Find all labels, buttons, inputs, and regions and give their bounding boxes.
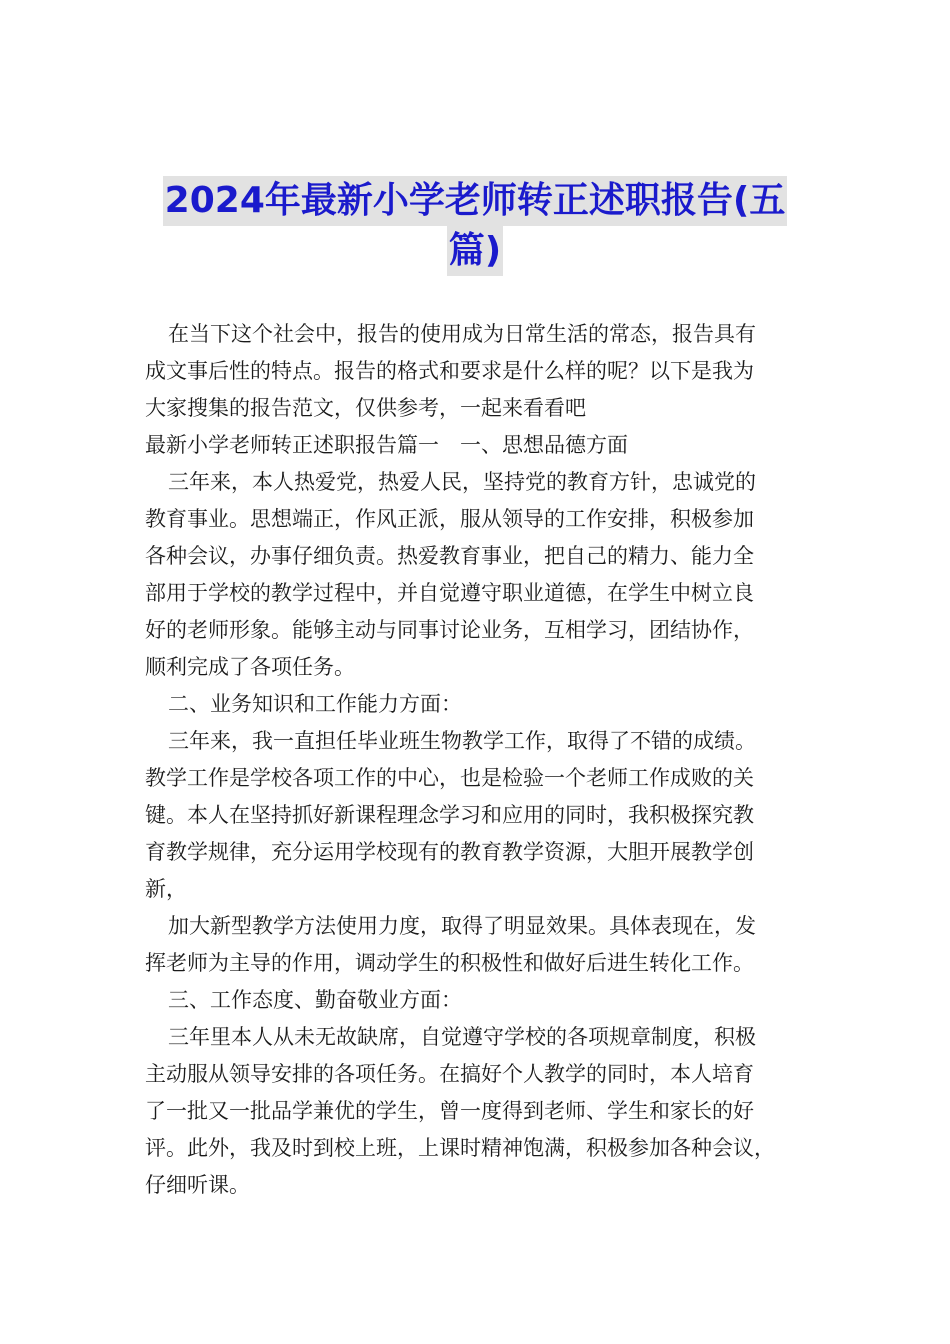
title-line-2: 篇) bbox=[447, 226, 503, 276]
body-line: 二、业务知识和工作能力方面： bbox=[168, 692, 462, 716]
document-title bbox=[150, 176, 800, 276]
title-line-1: 2024年最新小学老师转正述职报告(五 bbox=[163, 176, 788, 226]
body-line: 键。本人在坚持抓好新课程理念学习和应用的同时，我积极探究教 bbox=[145, 803, 754, 827]
body-line: 教学工作是学校各项工作的中心，也是检验一个老师工作成败的关 bbox=[145, 766, 754, 790]
body-line: 最新小学老师转正述职报告篇一 一、思想品德方面 bbox=[145, 433, 628, 457]
body-line: 加大新型教学方法使用力度，取得了明显效果。具体表现在，发 bbox=[168, 914, 756, 938]
body-line: 顺利完成了各项任务。 bbox=[145, 655, 355, 679]
body-line: 在当下这个社会中，报告的使用成为日常生活的常态，报告具有 bbox=[168, 322, 756, 346]
body-line: 好的老师形象。能够主动与同事讨论业务，互相学习，团结协作， bbox=[145, 618, 754, 642]
body-line: 教育事业。思想端正，作风正派，服从领导的工作安排，积极参加 bbox=[145, 507, 754, 531]
body-line: 三年来，本人热爱党，热爱人民，坚持党的教育方针，忠诚党的 bbox=[168, 470, 756, 494]
body-line: 成文事后性的特点。报告的格式和要求是什么样的呢？以下是我为 bbox=[145, 359, 754, 383]
body-line: 主动服从领导安排的各项任务。在搞好个人教学的同时，本人培育 bbox=[145, 1062, 754, 1086]
body-line: 三年来，我一直担任毕业班生物教学工作，取得了不错的成绩。 bbox=[168, 729, 756, 753]
body-line: 新， bbox=[145, 877, 187, 901]
body-line: 评。此外，我及时到校上班，上课时精神饱满，积极参加各种会议， bbox=[145, 1136, 775, 1160]
body-line: 挥老师为主导的作用，调动学生的积极性和做好后进生转化工作。 bbox=[145, 951, 754, 975]
body-line: 大家搜集的报告范文，仅供参考，一起来看看吧 bbox=[145, 396, 586, 420]
body-line: 仔细听课。 bbox=[145, 1173, 250, 1197]
document-body bbox=[145, 316, 817, 1204]
body-line: 三、工作态度、勤奋敬业方面： bbox=[168, 988, 462, 1012]
body-line: 各种会议，办事仔细负责。热爱教育事业，把自己的精力、能力全 bbox=[145, 544, 754, 568]
body-line: 部用于学校的教学过程中，并自觉遵守职业道德，在学生中树立良 bbox=[145, 581, 754, 605]
body-line: 了一批又一批品学兼优的学生，曾一度得到老师、学生和家长的好 bbox=[145, 1099, 754, 1123]
body-line: 三年里本人从未无故缺席，自觉遵守学校的各项规章制度，积极 bbox=[168, 1025, 756, 1049]
body-line: 育教学规律，充分运用学校现有的教育教学资源，大胆开展教学创 bbox=[145, 840, 754, 864]
